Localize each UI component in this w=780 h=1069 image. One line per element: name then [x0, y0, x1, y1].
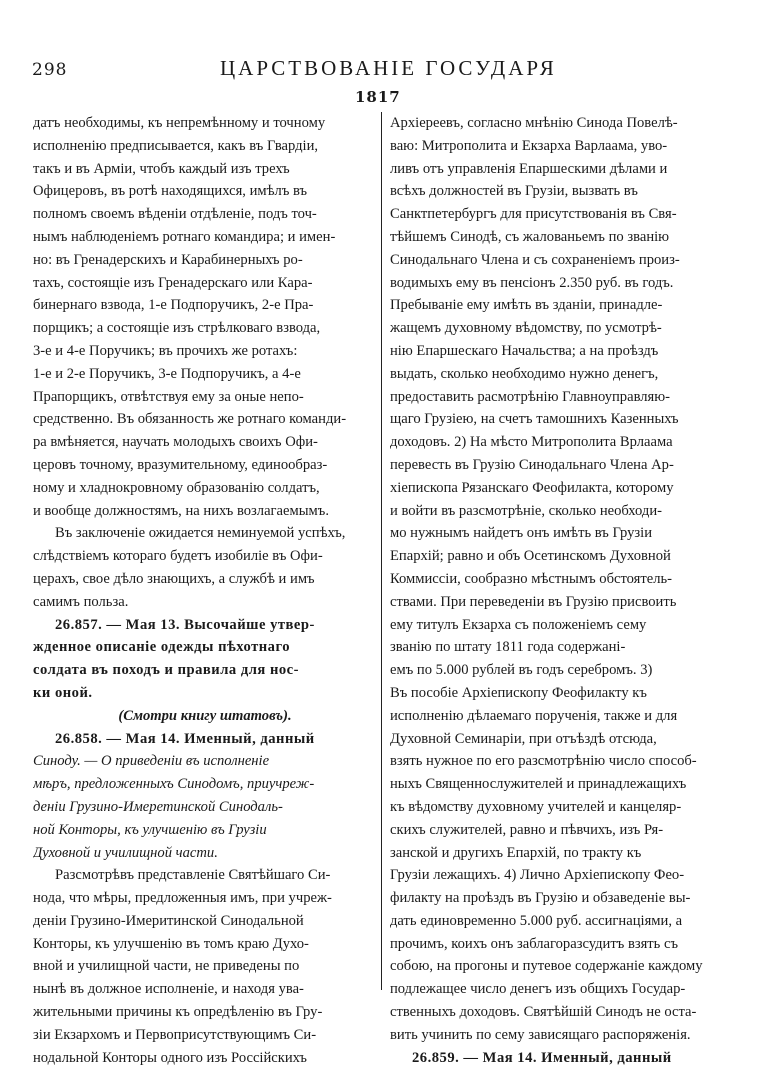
right-column-line: нію Епаршескаго Начальства; а на проѣздъ: [390, 342, 659, 359]
left-column-line: Разсмотрѣвъ представленіе Святѣйшаго Си-: [55, 867, 331, 884]
left-column-line: вной и училищной части, не приведены по: [33, 958, 300, 975]
right-column-line: скихъ служителей, равно и пѣвчихъ, изъ Ря-: [390, 821, 664, 838]
left-column-line: жительными причины къ опредѣленію въ Гру-: [33, 1004, 323, 1021]
left-column-line: Въ заключеніе ожидается неминуемой успѣхъ,: [55, 525, 346, 542]
left-column-line: ра вмѣняется, научать молодыхъ своихъ Офи-: [33, 434, 318, 451]
right-column-line: званію по штату 1811 года содержані-: [390, 639, 626, 656]
right-column-line: Грузіи лежащихъ. 4) Лично Архіепископу Фео-: [390, 867, 685, 884]
left-column-line: деніи Грузино-Имеретинской Синодаль-: [33, 798, 283, 815]
left-column-line: датъ необходимы, къ непремѣнному и точному: [33, 115, 326, 131]
left-column-line: нода, что мѣры, предложенныя имъ, при учреж-: [33, 890, 332, 907]
left-column-line: тахъ, состоящіе изъ Гренадерскаго или Кара-: [33, 274, 313, 291]
right-column-line: хіепископа Рязанскаго Феофилакта, которому: [390, 479, 674, 496]
right-column-line: ственныхъ доходовъ. Святѣйшій Синодъ не оста-: [390, 1004, 697, 1021]
left-column-line: полномъ своемъ вѣденіи отдѣленіе, подъ точ-: [33, 206, 317, 223]
right-column-line: доходовъ. 2) На мѣсто Митрополита Врлаама: [390, 434, 673, 451]
left-column-line: и вообще должностямъ, на нихъ возлагаемымъ.: [33, 502, 329, 519]
left-column-line: (Смотри книгу штатовъ).: [118, 707, 292, 724]
right-column-line: дать единовременно 5.000 руб. ассигнаціями, а: [390, 912, 683, 929]
right-column-line: исполненію дѣлаемаго порученія, также и для: [390, 707, 678, 724]
left-column-line: 26.857. — Мая 13. Высочайше утвер-: [55, 616, 315, 633]
page-number: 298: [32, 60, 68, 80]
left-column-line: нымъ наблюденіемъ ротнаго командира; и имен-: [33, 228, 336, 245]
right-column-line: емъ по 5.000 рублей въ годъ серебромъ. 3): [390, 662, 653, 679]
right-column-line: всѣхъ должностей въ Грузіи, вызвать въ: [390, 183, 638, 200]
right-column-line: Санктпетербургъ для присутствованія въ Свя-: [390, 206, 677, 223]
right-column-line: Въ пособіе Архіепископу Феофилакту къ: [390, 684, 647, 701]
right-column-line: тѣйшемъ Синодѣ, съ жалованьемъ по званію: [390, 228, 670, 245]
left-column-line: самимъ польза.: [33, 593, 129, 610]
running-head: ЦАРСТВОВАНІЕ ГОСУДАРЯ: [220, 56, 557, 80]
left-column-line: Конторы, къ улучшенію въ томъ краю Духо-: [33, 935, 309, 952]
right-column-line: занской и другихъ Епархій, по тракту къ: [390, 844, 642, 861]
right-column-line: ливъ отъ управленія Епаршескими дѣлами и: [390, 160, 668, 177]
right-column-line: и войти въ разсмотрѣніе, сколько необходи-: [390, 502, 663, 519]
right-column-line: мо нужнымъ найдетъ онъ имѣть въ Грузіи: [390, 525, 653, 542]
left-column-line: 26.858. — Мая 14. Именный, данный: [55, 730, 315, 747]
left-column-line: церахъ, свое дѣло знающихъ, а службѣ и имъ: [33, 570, 315, 587]
right-column-line: Пребываніе ему имѣть въ зданіи, принадле-: [390, 297, 663, 314]
left-column-line: 1-е и 2-е Поручикъ, 3-е Подпоручикъ, а 4-е: [33, 365, 301, 382]
right-column-line: Архіереевъ, согласно мнѣнію Синода Повелѣ-: [390, 115, 678, 131]
right-column-line: жащемъ духовному вѣдомству, по усмотрѣ-: [390, 320, 662, 337]
left-column-line: солдата въ походъ и правила для нос-: [33, 662, 299, 679]
left-column-line: но: въ Гренадерскихъ и Карабинерныхъ ро-: [33, 251, 303, 268]
year-heading: 1817: [355, 88, 401, 106]
left-column-line: ному и хладнокровному образованію солдатъ,: [33, 479, 320, 496]
left-column-line: Прапорщикъ, отвѣтствуя ему за оные непо-: [33, 388, 304, 405]
right-column-line: водимыхъ ему въ пенсіонъ 2.350 руб. въ годъ.: [390, 274, 674, 291]
right-column-line: ствами. При переведеніи въ Грузію присвоить: [390, 593, 677, 610]
right-column-line: Синодальнаго Члена и съ сохраненіемъ произ-: [390, 251, 680, 268]
left-column-line: Офицеровъ, въ ротѣ находящихся, имѣлъ въ: [33, 183, 308, 200]
left-column-line: деніи Грузино-Имеритинской Синодальной: [33, 912, 304, 929]
right-column-line: вить учинить по сему зависящаго распоряженія.: [390, 1026, 691, 1043]
left-column-line: средственно. Въ обязанность же ротнаго команди-: [33, 411, 347, 428]
left-column-line: зіи Екзархомъ и Первоприсутствующимъ Си-: [33, 1026, 317, 1043]
right-column-line: Духовной Семинаріи, при отъѣздѣ отсюда,: [390, 730, 657, 747]
right-column-line: Епархій; равно и объ Осетинскомъ Духовной: [390, 548, 671, 565]
right-column-line: собою, на прогоны и путевое содержаніе каждому: [390, 958, 703, 975]
left-column-line: нынѣ въ должное исполненіе, и находя ува-: [33, 981, 304, 998]
left-text-column: [33, 112, 377, 1069]
left-column-line: нодальной Конторы одного изъ Россійскихъ: [33, 1049, 307, 1066]
right-column-line: филакту на проѣздъ въ Грузію и обзаведеніе вы-: [390, 890, 691, 907]
left-column-line: исполненію предписывается, какъ въ Гвардіи,: [33, 137, 319, 154]
right-column-line: щаго Грузіею, на счетъ тамошнихъ Казенныхъ: [390, 411, 679, 428]
right-column-line: ваю: Митрополита и Екзарха Варлаама, уво-: [390, 137, 668, 154]
column-divider: [381, 112, 382, 990]
right-column-line: прочимъ, коихъ онъ заблагоразсудитъ взять съ: [390, 935, 679, 952]
left-column-line: жденное описаніе одежды пѣхотнаго: [33, 639, 291, 656]
right-column-line: къ вѣдомству духовному учителей и канцеляр-: [390, 798, 682, 815]
right-column-line: ему титулъ Екзарха съ положеніемъ сему: [390, 616, 647, 633]
right-column-line: предоставить расмотрѣнію Главноуправляю-: [390, 388, 671, 405]
left-column-line: церовъ точному, вразумительному, единообраз-: [33, 456, 328, 473]
right-column-line: подлежащее число денегъ изъ общихъ Государ-: [390, 981, 686, 998]
right-column-line: ныхъ Священнослужителей и принадлежащихъ: [390, 776, 687, 793]
left-column-line: порщикъ; а состоящіе изъ стрѣлковаго взвода,: [33, 320, 321, 337]
left-column-line: Синоду. — О приведеніи въ исполненіе: [33, 753, 270, 770]
right-column-line: 26.859. — Мая 14. Именный, данный: [412, 1049, 672, 1066]
left-column-line: бинернаго взвода, 1-е Подпоручикъ, 2-е Пра-: [33, 297, 314, 314]
left-column-line: ной Конторы, къ улучшенію въ Грузіи: [33, 821, 267, 838]
left-column-line: Духовной и училищной части.: [33, 844, 218, 861]
left-column-line: мѣръ, предложенныхъ Синодомъ, приучреж-: [33, 776, 315, 793]
right-text-column: [390, 112, 725, 1069]
right-column-line: Коммиссіи, сообразно мѣстнымъ обстоятель-: [390, 570, 673, 587]
left-column-line: ки оной.: [33, 684, 93, 701]
left-column-line: такъ и въ Арміи, чтобъ каждый изъ трехъ: [33, 160, 290, 177]
left-column-line: 3-е и 4-е Поручикъ; въ прочихъ же ротахъ:: [33, 342, 298, 359]
right-column-line: взять нужное по его разсмотрѣнію число способ-: [390, 753, 697, 770]
right-column-line: перевесть въ Грузію Синодальнаго Члена Ар-: [390, 456, 674, 473]
right-column-line: выдать, сколько необходимо нужно денегъ,: [390, 365, 659, 382]
left-column-line: слѣдствіемъ котораго будетъ изобиліе въ Офи-: [33, 548, 323, 565]
